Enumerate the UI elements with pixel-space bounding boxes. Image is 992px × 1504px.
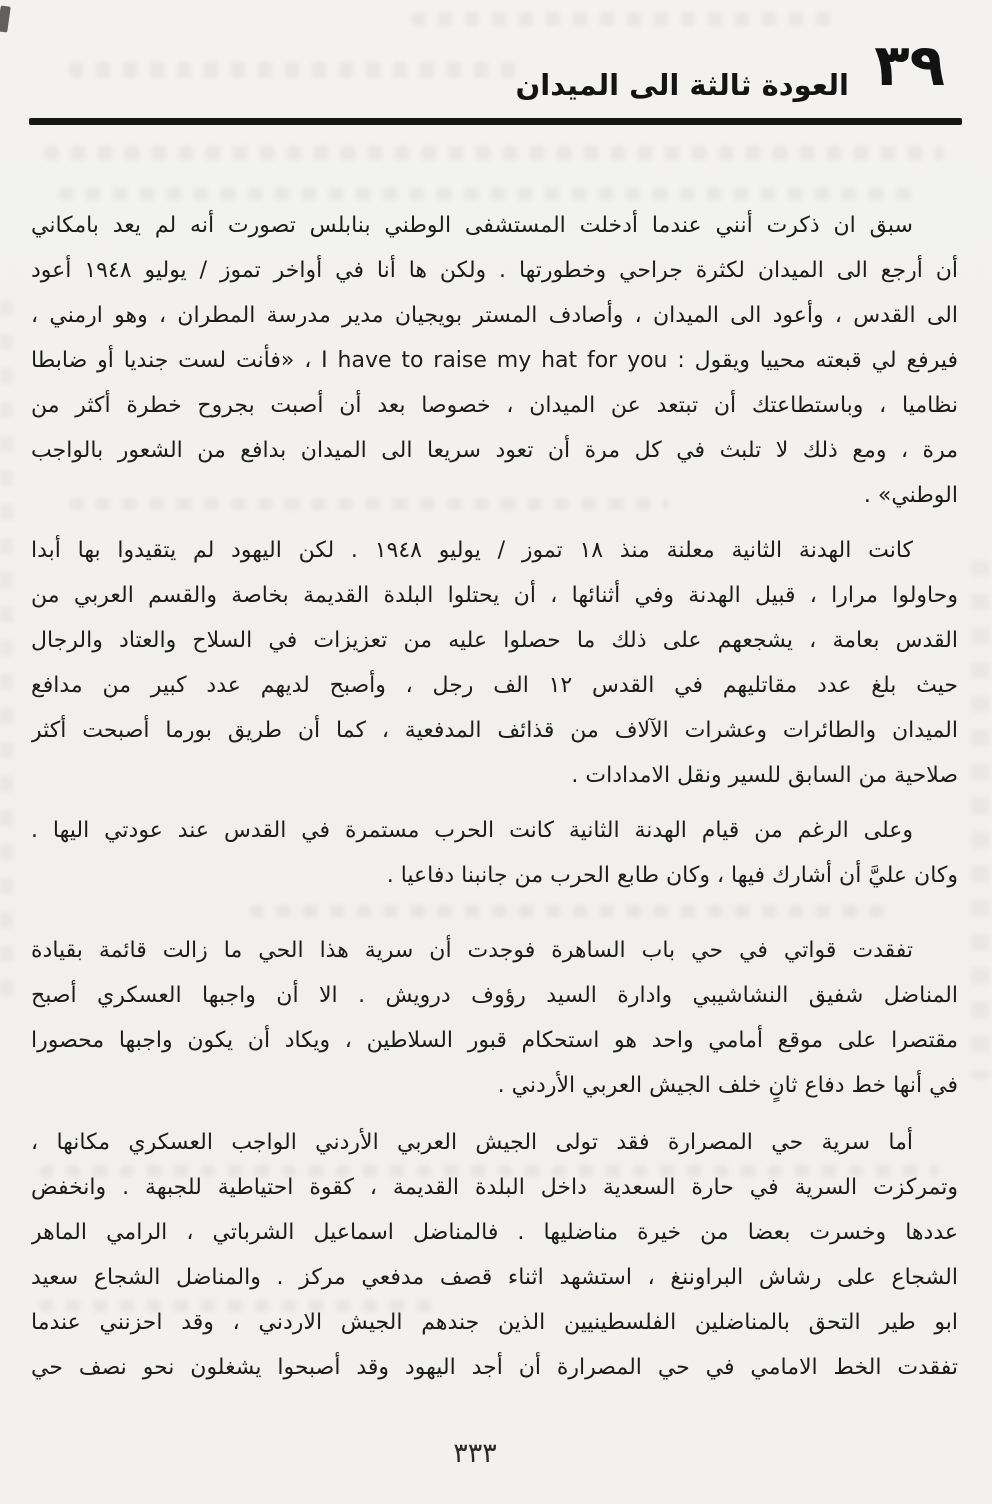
- paragraph: [32, 1120, 959, 1390]
- text-line: مرة ، ومع ذلك لا تلبث في كل مرة أن تعود سريعا الى الميدان بدافع من الشعور بالواجب: [32, 438, 959, 463]
- text-line: أن أرجع الى الميدان لكثرة جراحي وخطورتها . ولكن ها أنا في أواخر تموز / يوليو ١٩٤٨ أعود: [32, 258, 959, 283]
- text-line: فيرفع لي قبعته محييا ويقول : I have to raise my hat for you ، «فأنت لست جنديا أو ضابطا: [32, 348, 959, 373]
- bleed-through-mark: [972, 560, 990, 1080]
- text-line: وتمركزت السرية في حارة السعدية داخل البلدة القديمة ، كقوة احتياطية للجبهة . وانخفض: [32, 1175, 959, 1200]
- bleed-through-mark: [412, 12, 842, 26]
- text-line: حيث بلغ عدد مقاتليهم في القدس ١٢ الف رجل ، وأصبح لديهم عدد كبير من مدافع: [32, 673, 959, 698]
- text-line: الميدان والطائرات وعشرات الآلاف من قذائف المدفعية ، كما أن طريق بورما أصبحت أكثر: [32, 718, 959, 743]
- text-line: في أنها خط دفاع ثانٍ خلف الجيش العربي الأردني .: [498, 1073, 959, 1098]
- text-line: عددها وخسرت بعضا من خيرة مناضليها . فالمناضل اسماعيل الشرباتي ، الرامي الماهر: [32, 1220, 959, 1245]
- text-line: صلاحية من السابق للسير ونقل الامدادات .: [572, 763, 959, 788]
- title-rule: [30, 118, 963, 125]
- text-line: الوطني» .: [864, 483, 959, 508]
- paragraph: [32, 203, 959, 518]
- text-line: مقتصرا على موقع أمامي واحد هو استحكام قبور السلاطين ، ويكاد أن يكون واجبها محصورا: [32, 1028, 959, 1053]
- text-line: سبق ان ذكرت أنني عندما أدخلت المستشفى الوطني بنابلس تصورت أنه لم يعد بامكاني: [32, 213, 914, 238]
- chapter-number: ٣٩: [875, 31, 946, 99]
- text-line: نظاميا ، وباستطاعتك أن تبتعد عن الميدان ، خصوصا بعد أن أصبت بجروح خطرة أكثر من: [32, 393, 959, 418]
- text-line: كانت الهدنة الثانية معلنة منذ ١٨ تموز / يوليو ١٩٤٨ . لكن اليهود لم يتقيدوا بها أبدا: [32, 538, 914, 563]
- scan-edge-mark: [0, 5, 12, 32]
- page-number: ٣٣٣: [454, 1438, 498, 1469]
- text-line: المناضل شفيق النشاشيبي وادارة السيد رؤوف درويش . الا أن واجبها العسكري أصبح: [32, 983, 959, 1008]
- text-line: الشجاع على رشاش البراوننغ ، استشهد اثناء قصف مدفعي مركز . والمناضل الشجاع سعيد: [32, 1265, 959, 1290]
- chapter-title: العودة ثالثة الى الميدان: [516, 68, 850, 102]
- body-text: [32, 203, 959, 1390]
- text-line: وحاولوا مرارا ، قبيل الهدنة وفي أثنائها ، أن يحتلوا البلدة القديمة بخاصة والقسم العربي من: [32, 583, 959, 608]
- paragraph: [32, 808, 959, 898]
- paragraph: [32, 928, 959, 1108]
- bleed-through-mark: [70, 62, 520, 78]
- text-line: أما سرية حي المصرارة فقد تولى الجيش العربي الأردني الواجب العسكري مكانها ،: [32, 1130, 914, 1155]
- text-line: تفقدت الخط الامامي في حي المصرارة أن أجد اليهود وقد أصبحوا يشغلون نحو نصف حي: [32, 1355, 959, 1380]
- text-line: القدس بعامة ، يشجعهم على ذلك ما حصلوا عليه من تعزيزات في السلاح والعتاد والرجال: [32, 628, 959, 653]
- text-line: وعلى الرغم من قيام الهدنة الثانية كانت الحرب مستمرة في القدس عند عودتي اليها .: [32, 818, 914, 843]
- bleed-through-mark: [45, 146, 945, 160]
- bleed-through-mark: [0, 300, 14, 1000]
- bleed-through-mark: [60, 188, 920, 200]
- text-line: تفقدت قواتي في حي باب الساهرة فوجدت أن سرية هذا الحي ما زالت قائمة بقيادة: [32, 938, 914, 963]
- text-line: ابو طير التحق بالمناضلين الفلسطينيين الذين جندهم الجيش الاردني ، وقد احزنني عندما: [32, 1310, 959, 1335]
- paragraph: [32, 528, 959, 798]
- text-line: الى القدس ، وأعود الى الميدان ، وأصادف المستر بويجيان مدير مدرسة المطران ، وهو ارمني ،: [32, 303, 959, 328]
- text-line: وكان عليَّ أن أشارك فيها ، وكان طابع الحرب من جانبنا دفاعيا .: [387, 863, 959, 888]
